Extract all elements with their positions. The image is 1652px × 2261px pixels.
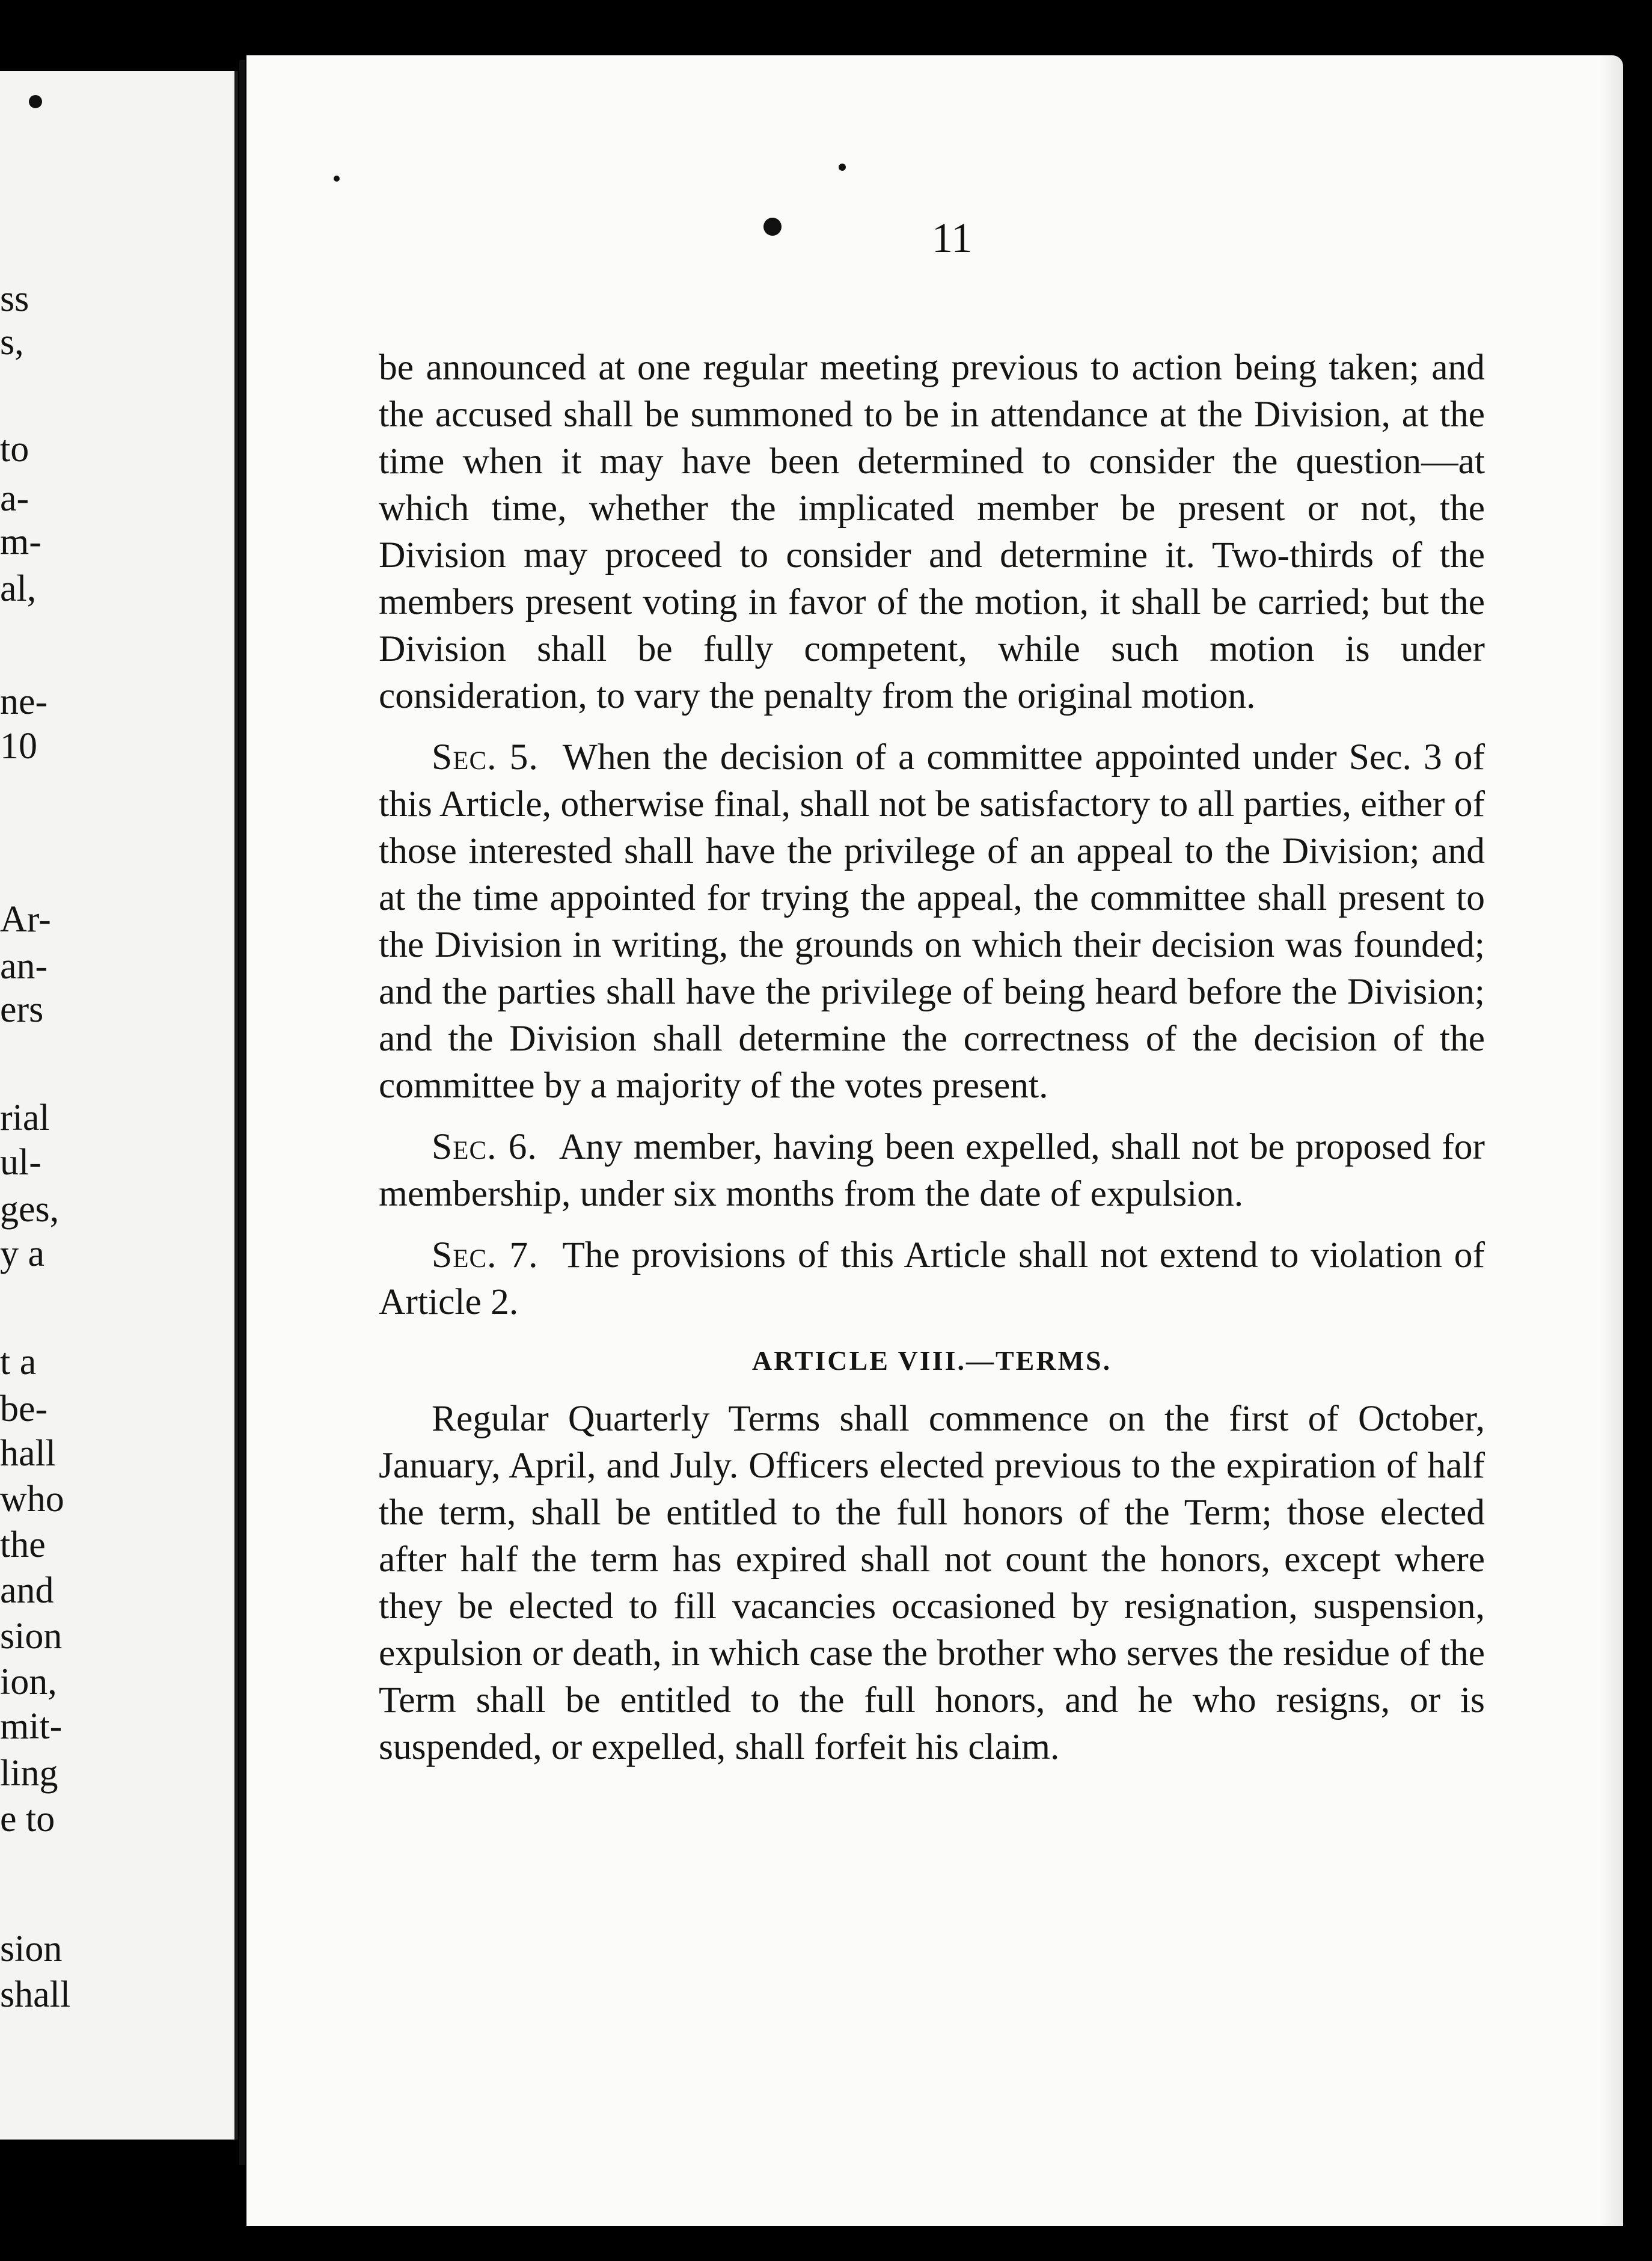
left-fragment-line: ne-	[0, 681, 48, 722]
body-text	[379, 344, 1485, 1785]
left-fragment-line: be-	[0, 1388, 48, 1429]
left-fragment-line: sion	[0, 1616, 63, 1657]
left-fragment-line: ling	[0, 1753, 58, 1794]
left-fragment-line: m-	[0, 521, 41, 562]
left-fragment-line: t a	[0, 1342, 37, 1382]
left-fragment-line: who	[0, 1479, 64, 1520]
section-7-text: The provisions of this Article shall not extend to violation of Article 2.	[379, 1235, 1485, 1322]
left-fragment-line: mit-	[0, 1706, 63, 1747]
left-fragment-line: y a	[0, 1233, 45, 1274]
terms-paragraph: Regular Quarterly Terms shall commence on the first of October, January, April, and July. Officers elected previous to the expiration of half the term, shall be entitled to the full honors of the Term; those elected after half the term has expired shall not count the honors, except where they be elected to fill vacancies occasioned by resignation, suspension, expulsion or death, in which case the brother who serves the residue of the Term shall be entitled to the full honors, and he who resigns, or is suspended, or expelled, shall forfeit his claim.	[379, 1398, 1485, 1767]
ink-speck	[29, 95, 42, 108]
section-5-text: When the decision of a committee appointed under Sec. 3 of this Article, otherwise final, shall not be satisfactory to all parties, either of those interested shall have the privilege of an appeal to the Division; and at the time appointed for trying the appeal, the committee shall present to the Division in writing, the grounds on which their decision was founded; and the parties shall have the privilege of being heard before the Division; and the Division shall determine the correctness of the decision of the committee by a majority of the votes present.	[379, 737, 1485, 1106]
left-page-fragment	[0, 71, 238, 2140]
left-fragment-line: ss	[0, 278, 29, 319]
ink-speck	[839, 164, 846, 171]
ink-speck	[334, 176, 340, 182]
section-5-paragraph	[379, 734, 1485, 1109]
main-page	[246, 55, 1623, 2226]
left-fragment-line: an-	[0, 946, 48, 987]
page-number: 11	[932, 215, 973, 262]
paragraph-continuation: be announced at one regular meeting previous to action being taken; and the accused shall be summoned to be in attendance at the Division, at the time when it may have been determined to consider the question—at which time, whether the implicated member be present or not, the Division may proceed to consider and determine it. Two-thirds of the members present voting in favor of the motion, it shall be carried; but the Division shall be fully competent, while such motion is under consideration, to vary the penalty from the original motion.	[379, 347, 1485, 716]
left-fragment-line: ges,	[0, 1189, 60, 1230]
left-fragment-line: the	[0, 1524, 46, 1565]
page-gutter	[239, 60, 245, 2165]
left-fragment-line: rial	[0, 1097, 50, 1138]
left-fragment-line: to	[0, 429, 29, 470]
left-fragment-line: e to	[0, 1799, 55, 1839]
left-fragment-line: al,	[0, 568, 37, 609]
article-heading: ARTICLE VIII.—TERMS.	[751, 1345, 1112, 1376]
left-fragment-line: ion,	[0, 1661, 57, 1702]
section-5-label: Sec. 5.	[432, 737, 539, 778]
page-edge-shadow	[1599, 55, 1623, 2226]
left-fragment-line: s,	[0, 322, 24, 363]
left-fragment-line: hall	[0, 1433, 56, 1474]
section-6-label: Sec. 6.	[432, 1126, 537, 1167]
left-fragment-line: a-	[0, 478, 29, 519]
left-fragment-line: and	[0, 1570, 54, 1611]
left-fragment-line: shall	[0, 1974, 71, 2015]
left-fragment-line: 10	[0, 726, 37, 767]
left-fragment-line: Ar-	[0, 899, 51, 940]
section-6-text: Any member, having been expelled, shall not be proposed for membership, under six months from the date of expulsion.	[379, 1126, 1485, 1214]
section-7-paragraph	[379, 1232, 1485, 1325]
section-6-paragraph	[379, 1123, 1485, 1217]
section-7-label: Sec. 7.	[432, 1235, 539, 1275]
left-fragment-line: ul-	[0, 1142, 41, 1183]
ink-speck	[763, 218, 782, 236]
left-fragment-line: ers	[0, 989, 44, 1030]
left-fragment-line: sion	[0, 1928, 63, 1969]
